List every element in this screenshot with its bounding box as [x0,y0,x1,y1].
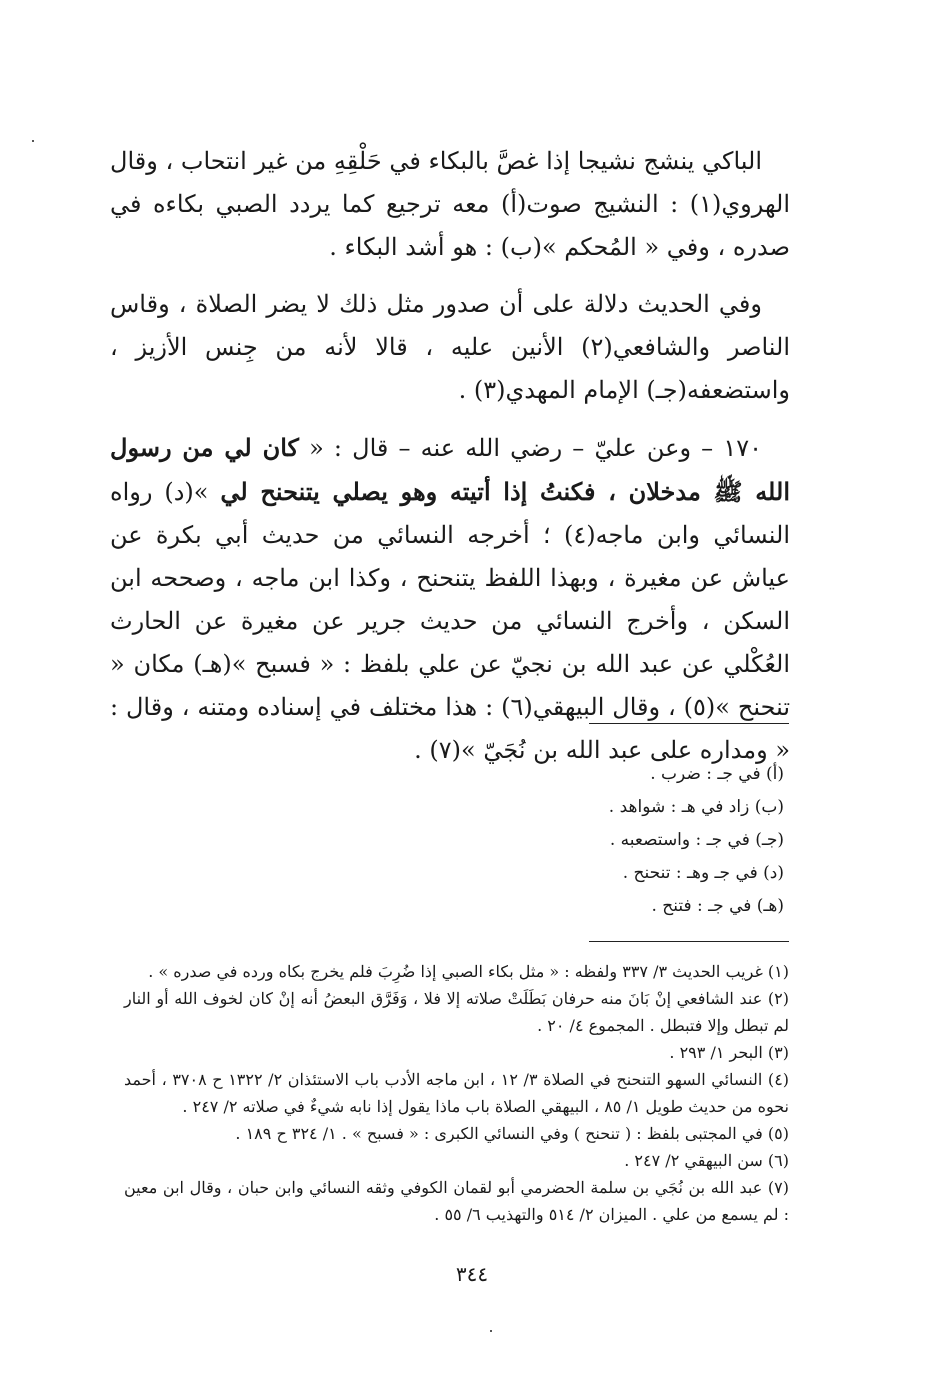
footnote: (٤) النسائي السهو التنحنح في الصلاة ٣/ ١٢ ، ابن ماجه الأدب باب الاستئذان ٢/ ١٣٢٢ ح ٣٧٠٨ ، أحمد نحوه من حديث طويل ١/ ٨٥ ، البيهقي الصلاة باب ماذا يقول إذا نابه شيءٌ في صلاته ٢/ ٢٤٧ . [124,1070,790,1116]
footnote: (٢) عند الشافعي إنْ بَانَ منه حرفان بَطَلَتْ صلاته إلا فلا ، وَفَرَّق البعضُ أنه إنْ كان لخوف الله أو النار لم تبطل وإلا فتبطل . المجموع ٤/ ٢٠ . [124,989,789,1035]
footnote: (٦) سن البيهقي ٢/ ٢٤٧ . [624,1151,789,1170]
main-text [110,140,790,786]
hadith-text: كان لي من رسول الله ﷺ مدخلان ، فكنتُ إذا أتيته وهو يصلي يتنحنح لي [110,433,790,506]
footnote: (٣) البحر ١/ ٢٩٣ . [669,1043,789,1062]
footnote: (٥) في المجتبى بلفظ : ( تنحنح ) وفي النسائي الكبرى : « فسبح » . ١/ ٣٢٤ ح ١٨٩ . [235,1124,789,1143]
scan-speck [490,1330,492,1332]
paragraph-3-hadith [110,426,790,772]
scan-speck [32,140,34,142]
footnotes [124,958,789,1228]
hadith-intro: ١٧٠ – وعن عليّ – رضي الله عنه – قال : « [309,434,762,462]
variant-notes [609,758,784,923]
footnote: (٧) عبد الله بن نُجَي بن سلمة الحضرمي أبو لقمان الكوفي وثقه النسائي وابن حبان ، وقال ابن معين : لم يسمع من علي . الميزان ٢/ ٥١٤ والتهذيب ٦/ ٥٥ . [124,1178,789,1224]
variant-note: (أ) في جـ : ضرب . [650,764,784,784]
hadith-commentary: »(د) رواه النسائي وابن ماجه(٤) ؛ أخرجه النسائي من حديث أبي بكرة عن عياش عن مغيرة ، وبهذا اللفظ يتنحنح ، وكذا ابن ماجه ، وصححه ابن السكن ، وأخرج النسائي من حديث جرير عن مغيرة عن الحارث العُكْلي عن عبد الله بن نجيّ عن علي بلفظ : « فسبح »(هـ) مكان « تنحنح »(٥) ، وقال البيهقي(٦) : هذا مختلف في إسناده ومتنه ، وقال : « ومداره على عبد الله بن نُجَيّ »(٧) . [110,478,791,764]
page-number: ٣٤٤ [455,1262,489,1286]
separator-rule [589,723,789,724]
variant-note: (د) في جـ وهـ : تنحنح . [622,863,784,883]
footnote: (١) غريب الحديث ٣/ ٣٣٧ ولفظه : « مثل بكاء الصبي إذا ضُرِبَ فلم يخرج بكاه ورده في صدره » . [148,962,789,981]
variant-note: (ب) زاد في هـ : شواهد . [608,797,784,817]
variant-note: (هـ) في جـ : فتنح . [651,896,784,916]
paragraph-2: وفي الحديث دلالة على أن صدور مثل ذلك لا يضر الصلاة ، وقاس الناصر والشافعي(٢) الأنين عليه ، قالا لأنه من جِنس الأزيز ، واستضعفه(جـ) الإمام المهدي(٣) . [110,290,790,404]
variant-note: (جـ) في جـ : واستصعبه . [609,830,784,850]
footnote-rule [589,941,789,942]
paragraph-1: الباكي ينشج نشيجا إذا غصَّ بالبكاء في حَلْقِهِ من غير انتحاب ، وقال الهروي(١) : النشيج صوت(أ) معه ترجيع كما يردد الصبي بكاءه في صدره ، وفي « المُحكم »(ب) : هو أشد البكاء . [110,147,790,261]
